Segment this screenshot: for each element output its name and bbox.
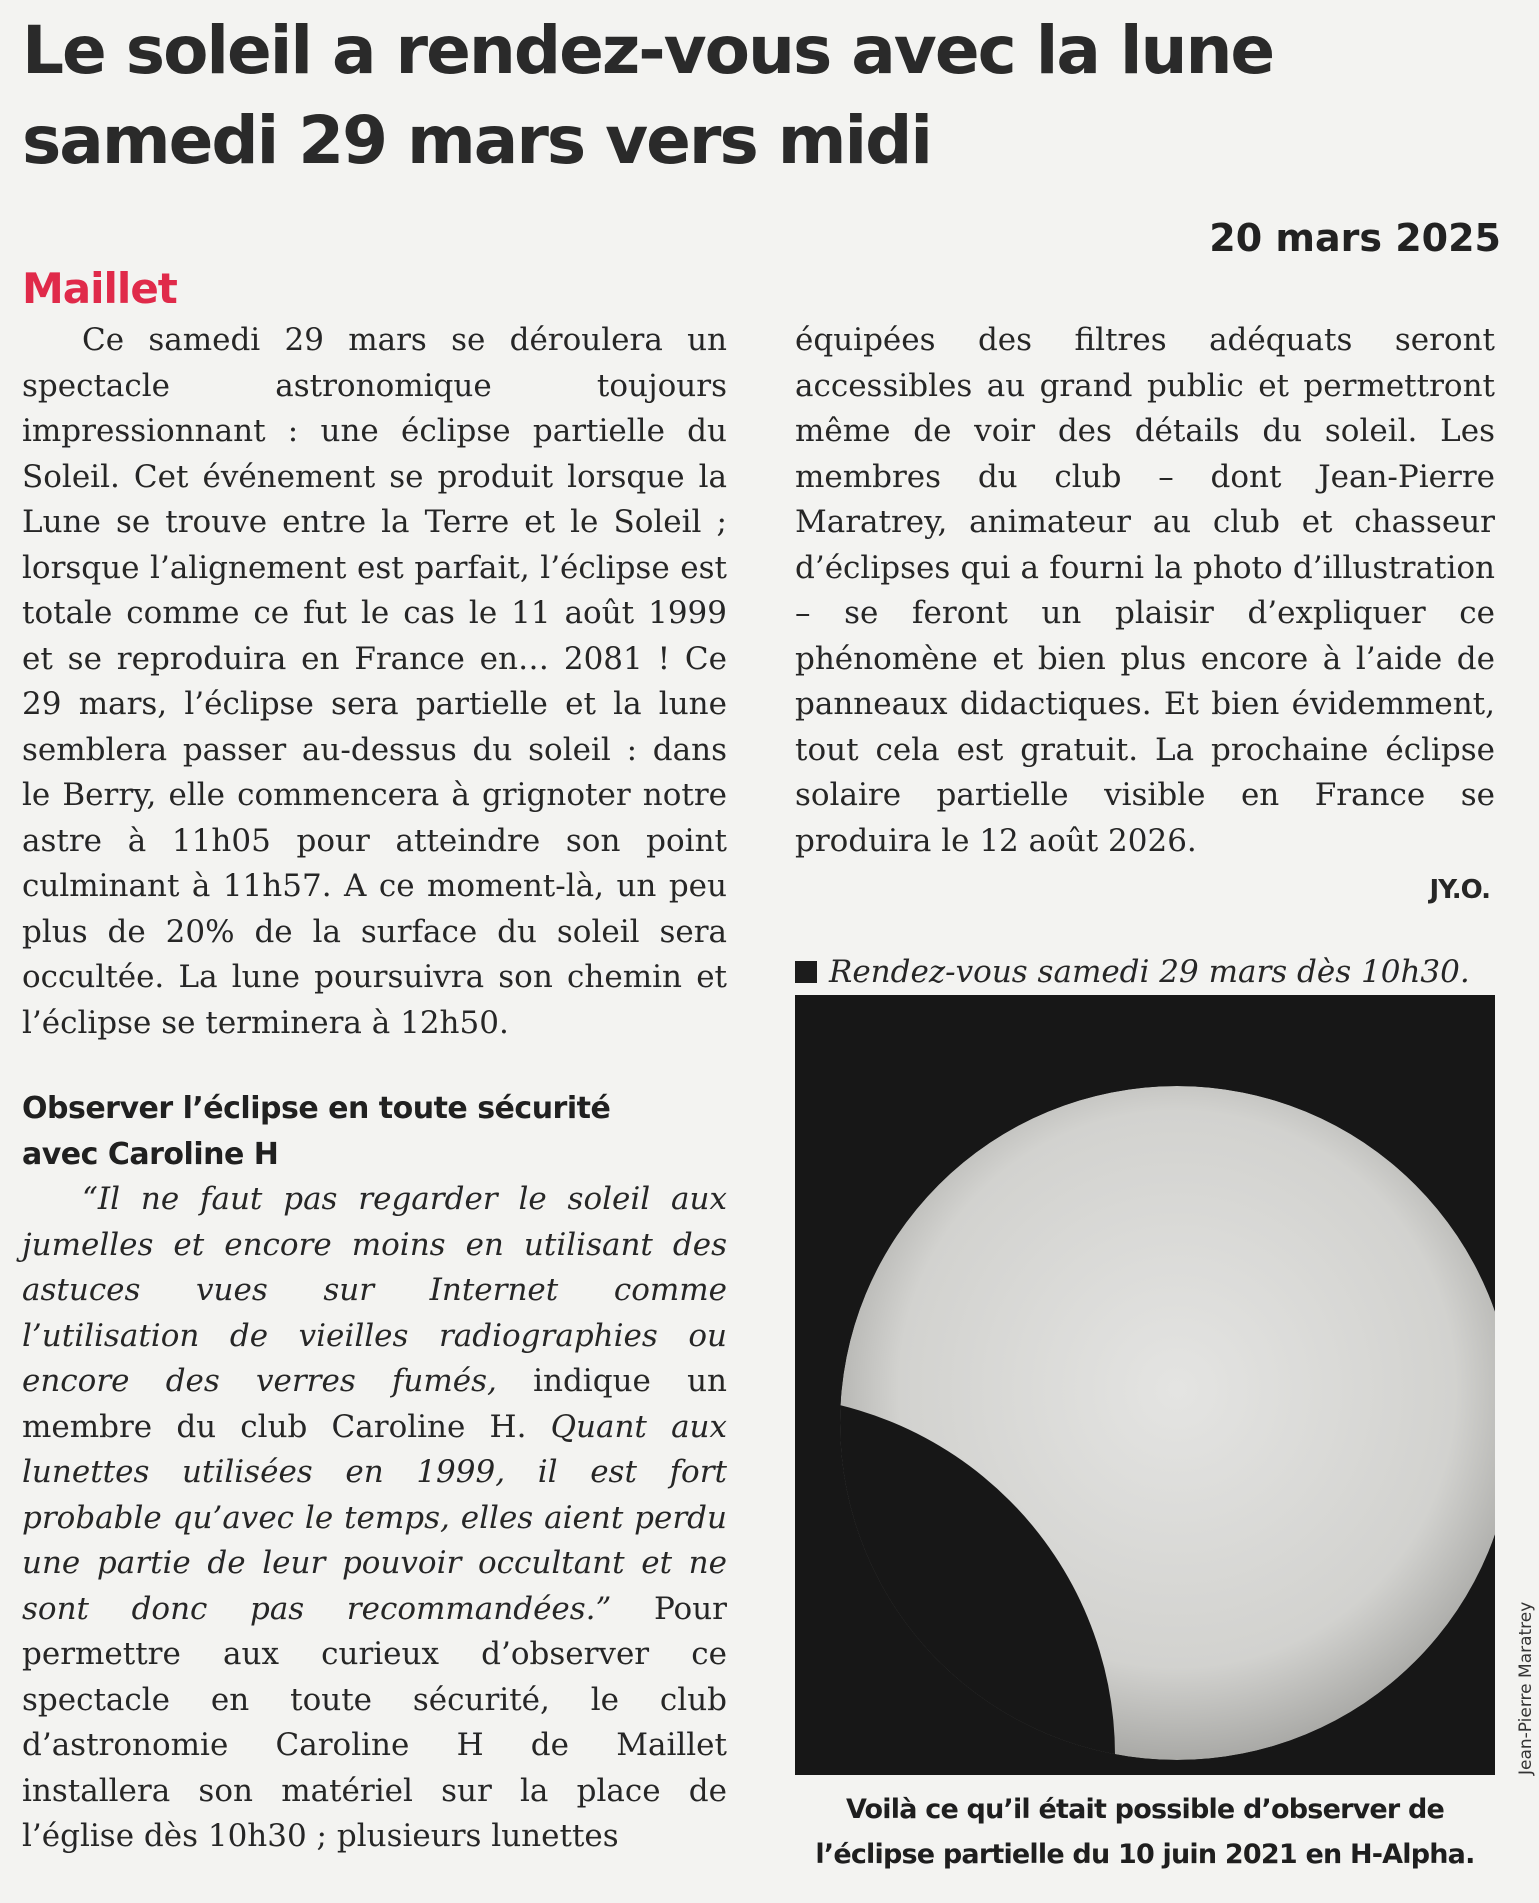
- photo-caption: [795, 1787, 1495, 1877]
- rendezvous-note: [795, 950, 1495, 996]
- headline-line-1: Le soleil a rendez-vous avec la lune: [22, 12, 1274, 89]
- photo-credit: Jean-Pierre Maratrey: [1516, 1601, 1536, 1775]
- caption-line-2: l’éclipse partielle du 10 juin 2021 en H-Alpha.: [815, 1839, 1475, 1870]
- subheading-line-2: avec Caroline H: [22, 1136, 279, 1172]
- headline-line-2: samedi 29 mars vers midi: [22, 102, 931, 179]
- caption-line-1: Voilà ce qu’il était possible d’observer de: [845, 1794, 1445, 1825]
- article-column-right: [795, 318, 1495, 995]
- quote-part-2: Quant aux lunettes utilisées en 1999, il est fort probable qu’avec le temps, elles aient perdu une partie de leur pouvoir occultant et ne sont donc pas recommandées.”: [22, 1408, 727, 1627]
- article-column-left: [22, 318, 727, 1860]
- author-signature: JY.O.: [1429, 875, 1490, 905]
- paragraph-quote: [22, 1177, 727, 1860]
- eclipse-photo: [795, 995, 1495, 1775]
- publication-date: 20 mars 2025: [1209, 216, 1501, 260]
- paragraph-intro: Ce samedi 29 mars se déroulera un spectacle astronomique toujours impressionnant : une éclipse partielle du Soleil. Cet événement se produit lorsque la Lune se trouve entre la Terre et le Soleil ; lorsque l’alignement est parfait, l’éclipse est totale comme ce fut le cas le 11 août 1999 et se reproduira en France en… 2081 ! Ce 29 mars, l’éclipse sera partielle et la lune semblera passer au-dessus du soleil : dans le Berry, elle commencera à grignoter notre astre à 11h05 pour atteindre son point culminant à 11h57. A ce moment-là, un peu plus de 20% de la surface du soleil sera occultée. La lune poursuivra son chemin et l’éclipse se terminera à 12h50.: [22, 322, 727, 1041]
- headline: [22, 6, 1502, 186]
- rendezvous-text: Rendez-vous samedi 29 mars dès 10h30.: [829, 953, 1470, 990]
- partial-eclipse-image: [795, 995, 1495, 1775]
- attribution-text: indique un membre du club Caroline H.: [22, 1363, 728, 1445]
- paragraph-continuation: Pour permettre aux curieux d’observer ce spectacle en toute sécurité, le club d’astronomie Caroline H de Maillet installera son matériel sur la place de l’église dès 10h30 ; plusieurs lunettes: [22, 1590, 728, 1854]
- location-label: Maillet: [22, 264, 177, 313]
- subheading: [22, 1086, 727, 1177]
- paragraph-continuation-right: équipées des filtres adéquats seront accessibles au grand public et permettront même de voir des détails du soleil. Les membres du club – dont Jean-Pierre Maratrey, animateur au club et chasseur d’éclipses qui a fourni la photo d’illustration – se feront un plaisir d’expliquer ce phénomène et bien plus encore à l’aide de panneaux didactiques. Et bien évidemment, tout cela est gratuit. La prochaine éclipse solaire partielle visible en France se produira le 12 août 2026.: [795, 322, 1495, 859]
- bullet-square-icon: [795, 961, 817, 983]
- subheading-line-1: Observer l’éclipse en toute sécurité: [22, 1091, 611, 1126]
- quote-part-1: “Il ne faut pas regarder le soleil aux jumelles et encore moins en utilisant des astuces vues sur Internet comme l’utilisation de vieilles radiographies ou encore des verres fumés,: [22, 1181, 727, 1399]
